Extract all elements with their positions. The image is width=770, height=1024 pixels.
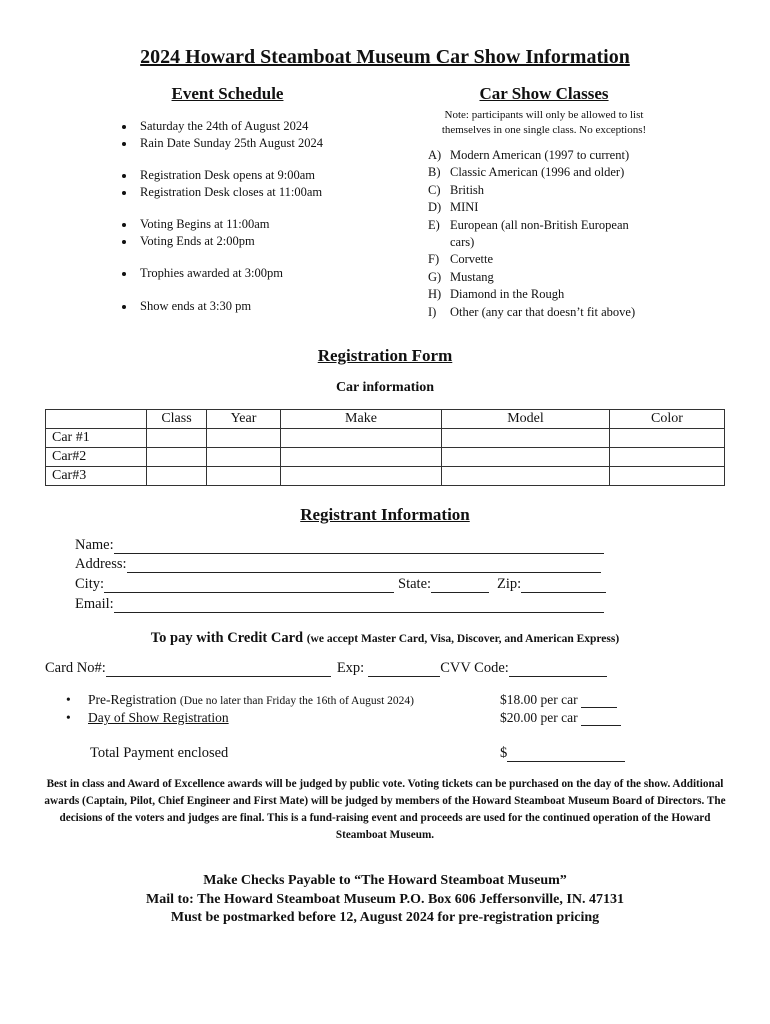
class-cell[interactable]: [147, 467, 207, 486]
schedule-item: • Rain Date Sunday 25th August 2024: [136, 135, 414, 152]
name-label: Name:: [75, 537, 114, 553]
schedule-item: • Voting Ends at 2:00pm: [136, 233, 414, 250]
page-title: 2024 Howard Steamboat Museum Car Show Information: [140, 46, 630, 68]
column-header: [46, 410, 147, 429]
class-text: Diamond in the Rough: [450, 287, 565, 302]
class-text: Modern American (1997 to current): [450, 148, 630, 162]
schedule-group: [114, 265, 414, 282]
fee-price: $18.00 per car: [500, 692, 578, 707]
car-information-heading: Car information: [335, 380, 435, 395]
column-header: Make: [281, 410, 442, 429]
color-cell[interactable]: [610, 467, 725, 486]
email-line: [75, 596, 604, 613]
registration-form-heading: Registration Form: [317, 346, 453, 365]
car-information-table: [45, 409, 725, 486]
card-number-label: Card No#:: [45, 660, 106, 676]
class-key: B): [428, 165, 441, 180]
class-key: I): [428, 304, 437, 319]
model-cell[interactable]: [442, 429, 610, 448]
fee-label: [88, 692, 500, 708]
bullet-icon: •: [66, 692, 71, 707]
postmark-line: Must be postmarked before 12, August 2024 for pre-registration pricing: [170, 910, 600, 925]
state-field[interactable]: [431, 578, 489, 593]
class-item: [428, 182, 668, 199]
class-text: Other (any car that doesn’t fit above): [450, 304, 636, 319]
schedule-group: [114, 216, 414, 249]
name-field[interactable]: [114, 539, 604, 554]
table-header-row: [46, 410, 725, 429]
class-item: [428, 286, 668, 303]
cvv-label: CVV Code:: [440, 660, 509, 676]
fee-quantity-field[interactable]: [581, 693, 617, 708]
state-label: State:: [398, 576, 432, 592]
credit-card-heading: [0, 630, 770, 647]
color-cell[interactable]: [610, 429, 725, 448]
class-item: [428, 251, 668, 268]
total-payment-line: [90, 745, 640, 762]
row-label: Car#2: [46, 448, 147, 467]
class-text: MINI: [450, 200, 479, 215]
schedule-item: • Voting Begins at 11:00am: [136, 216, 414, 233]
model-cell[interactable]: [442, 467, 610, 486]
model-cell[interactable]: [442, 448, 610, 467]
class-item: [428, 269, 668, 286]
class-text: Classic American (1996 and older): [450, 165, 625, 180]
make-cell[interactable]: [281, 467, 442, 486]
class-key: E): [428, 217, 440, 232]
class-text: Corvette: [450, 252, 494, 267]
class-text: Mustang: [450, 269, 494, 284]
email-field[interactable]: [114, 598, 604, 613]
city-label: City:: [75, 576, 105, 592]
class-key: G): [428, 269, 442, 284]
address-line: [75, 556, 601, 573]
car-show-classes-heading: Car Show Classes: [479, 84, 609, 103]
mail-to-line: Mail to: The Howard Steamboat Museum P.O. Box 606 Jeffersonville, IN. 47131: [146, 891, 624, 907]
column-header: Year: [207, 410, 281, 429]
mailing-instructions: [0, 872, 770, 928]
city-field[interactable]: [104, 578, 394, 593]
address-label: Address:: [75, 556, 127, 572]
make-cell[interactable]: [281, 448, 442, 467]
city-state-zip-line: [75, 576, 606, 593]
exp-label: Exp:: [336, 660, 365, 676]
color-cell[interactable]: [610, 448, 725, 467]
class-item: [428, 164, 668, 181]
cvv-field[interactable]: [509, 662, 607, 677]
class-text: British: [450, 182, 485, 197]
exp-field[interactable]: [368, 662, 440, 677]
total-label: Total Payment enclosed: [90, 745, 229, 761]
event-schedule-heading: Event Schedule: [171, 84, 284, 103]
registration-fee-list: [66, 690, 666, 726]
fee-quantity-field[interactable]: [581, 711, 621, 726]
schedule-group: [114, 298, 414, 315]
table-row: [46, 429, 725, 448]
schedule-group: [114, 118, 414, 151]
schedule-item: • Registration Desk closes at 11:00am: [136, 184, 414, 201]
checks-payable-line: Make Checks Payable to “The Howard Steamboat Museum”: [203, 873, 567, 888]
row-label: Car #1: [46, 429, 147, 448]
accepted-cards-note: (we accept Master Card, Visa, Discover, and American Express): [306, 633, 620, 645]
total-field[interactable]: [507, 747, 625, 762]
year-cell[interactable]: [207, 448, 281, 467]
fee-label: Day of Show Registration: [88, 710, 229, 725]
class-key: A): [428, 148, 442, 162]
class-item: [428, 199, 668, 216]
event-schedule-list: [114, 118, 414, 330]
bullet-icon: •: [66, 710, 71, 725]
card-number-field[interactable]: [106, 662, 331, 677]
class-text: European (all non-British European cars): [450, 217, 629, 250]
schedule-item: • Trophies awarded at 3:00pm: [136, 265, 414, 282]
schedule-item: • Registration Desk opens at 9:00am: [136, 167, 414, 184]
class-key: H): [428, 287, 442, 302]
zip-field[interactable]: [521, 578, 606, 593]
registrant-information-heading: Registrant Information: [300, 505, 470, 524]
row-label: Car#3: [46, 467, 147, 486]
column-header: Class: [147, 410, 207, 429]
class-key: F): [428, 252, 440, 267]
class-key: C): [428, 182, 441, 197]
make-cell[interactable]: [281, 429, 442, 448]
email-label: Email:: [75, 596, 114, 612]
column-header: Model: [442, 410, 610, 429]
column-header: Color: [610, 410, 725, 429]
table-row: [46, 448, 725, 467]
fee-item: [66, 708, 666, 726]
class-cell[interactable]: [147, 429, 207, 448]
table-row: [46, 467, 725, 486]
fee-note: (Due no later than Friday the 16th of August 2024): [179, 695, 414, 707]
awards-notice: Best in class and Award of Excellence awards will be judged by public vote. Voting tickets can be purchased on the day of the show. Additional awards (Captain, Pilot, Chief Engineer and First Mate) will be judged by members of the Howard Steamboat Museum Board of Directors. The decisions of the voters and judges are final. This is a fund-raising event and proceeds are used for the continued operation of the Howard Steamboat Museum.: [44, 778, 726, 841]
class-item: [428, 217, 668, 252]
schedule-item: • Saturday the 24th of August 2024: [136, 118, 414, 135]
fee-price: $20.00 per car: [500, 710, 578, 725]
class-key: D): [428, 200, 442, 215]
name-line: [75, 537, 604, 554]
year-cell[interactable]: [207, 467, 281, 486]
fee-item: [66, 690, 666, 708]
zip-label: Zip:: [497, 576, 522, 592]
fee-name: Pre-Registration: [88, 692, 177, 707]
class-item: [428, 147, 668, 164]
class-item: [428, 304, 668, 321]
year-cell[interactable]: [207, 429, 281, 448]
class-cell[interactable]: [147, 448, 207, 467]
schedule-item: • Show ends at 3:30 pm: [136, 298, 414, 315]
classes-note: Note: participants will only be allowed to list themselves in one single class. No exceptions!: [441, 109, 647, 136]
total-prefix: $: [500, 745, 508, 761]
card-line: [45, 660, 607, 677]
credit-card-title: To pay with Credit Card: [150, 630, 304, 646]
address-field[interactable]: [127, 558, 601, 573]
class-list: [428, 147, 668, 321]
schedule-group: [114, 167, 414, 200]
